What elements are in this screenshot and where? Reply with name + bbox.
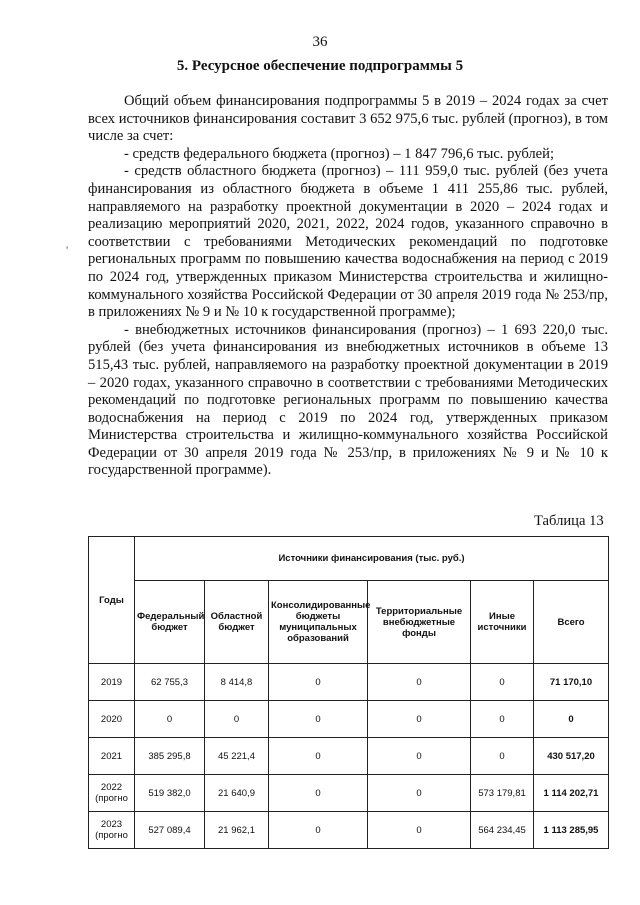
cell-regional: 45 221,4 [205, 738, 269, 775]
cell-year: 2023 (прогно [89, 812, 135, 849]
cell-year: 2020 [89, 701, 135, 738]
cell-federal: 62 755,3 [135, 664, 205, 701]
cell-year: 2019 [89, 664, 135, 701]
header-federal: Федеральный бюджет [135, 581, 205, 664]
cell-municipal: 0 [269, 812, 368, 849]
cell-total: 0 [534, 701, 609, 738]
cell-territorial: 0 [368, 664, 471, 701]
cell-municipal: 0 [269, 738, 368, 775]
header-sources: Источники финансирования (тыс. руб.) [135, 537, 609, 581]
header-regional: Областной бюджет [205, 581, 269, 664]
cell-year: 2022 (прогно [89, 775, 135, 812]
paragraph-regional: - средств областного бюджета (прогноз) – 111 959,0 тыс. рублей (без учета финансирования из областного бюджета в объеме 1 411 255,86 тыс. рублей, направляемого на разработку проектной документации в 2020 – 2024 годах и реализацию мероприятий 2020, 2021, 2022, 2024 годов, указанного справочно в соответствии с требованиями Методических рекомендаций по подготовке региональных программ по повышению качества водоснабжения на период с 2019 по 2024 год, утвержденных приказом Министерства строительства и жилищно-коммунального хозяйства Российской Федерации от 30 апреля 2019 года № 253/пр, в приложениях № 9 и № 10 к государственной программе); [88, 163, 608, 321]
cell-territorial: 0 [368, 775, 471, 812]
table-caption: Таблица 13 [534, 513, 604, 529]
cell-territorial: 0 [368, 812, 471, 849]
cell-other: 573 179,81 [471, 775, 534, 812]
table-row [89, 775, 609, 812]
paragraph-extrabudgetary: - внебюджетных источников финансирования (прогноз) – 1 693 220,0 тыс. рублей (без учета финансирования из внебюджетных источников в объеме 13 515,43 тыс. рублей, направляемого на разработку проектной документации в 2019 – 2020 годах, указанного справочно в соответствии с требованиями Методических рекомендаций по подготовке региональных программ по повышению качества водоснабжения на период с 2019 по 2024 год, утвержденных приказом Министерства строительства и жилищно-коммунального хозяйства Российской Федерации от 30 апреля 2019 года № 253/пр, в приложениях № 9 и № 10 к государственной программе). [88, 321, 608, 479]
cell-total: 1 113 285,95 [534, 812, 609, 849]
section-heading: 5. Ресурсное обеспечение подпрограммы 5 [176, 58, 464, 74]
table-row [89, 738, 609, 775]
table-row [89, 701, 609, 738]
margin-mark: ' [66, 243, 69, 257]
table-row [89, 664, 609, 701]
cell-regional: 0 [205, 701, 269, 738]
header-municipal: Консолидированные бюджеты муниципальных образований [269, 581, 368, 664]
header-years: Годы [89, 537, 135, 664]
cell-territorial: 0 [368, 738, 471, 775]
cell-federal: 519 382,0 [135, 775, 205, 812]
cell-other: 0 [471, 701, 534, 738]
financing-table [88, 536, 609, 849]
cell-other: 0 [471, 738, 534, 775]
cell-total: 1 114 202,71 [534, 775, 609, 812]
table-row [89, 812, 609, 849]
cell-other: 0 [471, 664, 534, 701]
cell-regional: 21 962,1 [205, 812, 269, 849]
cell-federal: 385 295,8 [135, 738, 205, 775]
cell-federal: 527 089,4 [135, 812, 205, 849]
cell-federal: 0 [135, 701, 205, 738]
cell-total: 430 517,20 [534, 738, 609, 775]
cell-municipal: 0 [269, 664, 368, 701]
cell-other: 564 234,45 [471, 812, 534, 849]
header-territorial-funds: Территориальные внебюджетные фонды [368, 581, 471, 664]
cell-regional: 21 640,9 [205, 775, 269, 812]
paragraph-intro: Общий объем финансирования подпрограммы 5 в 2019 – 2024 годах за счет всех источников финансирования составит 3 652 975,6 тыс. рублей (прогноз), в том числе за счет: [88, 93, 608, 145]
cell-regional: 8 414,8 [205, 664, 269, 701]
cell-municipal: 0 [269, 775, 368, 812]
header-other-sources: Иные источники [471, 581, 534, 664]
paragraph-federal: - средств федерального бюджета (прогноз) – 1 847 796,6 тыс. рублей; [124, 145, 555, 162]
cell-territorial: 0 [368, 701, 471, 738]
header-total: Всего [534, 581, 609, 664]
cell-total: 71 170,10 [534, 664, 609, 701]
body-text [88, 93, 608, 480]
cell-year: 2021 [89, 738, 135, 775]
page-number: 36 [312, 34, 328, 50]
cell-municipal: 0 [269, 701, 368, 738]
